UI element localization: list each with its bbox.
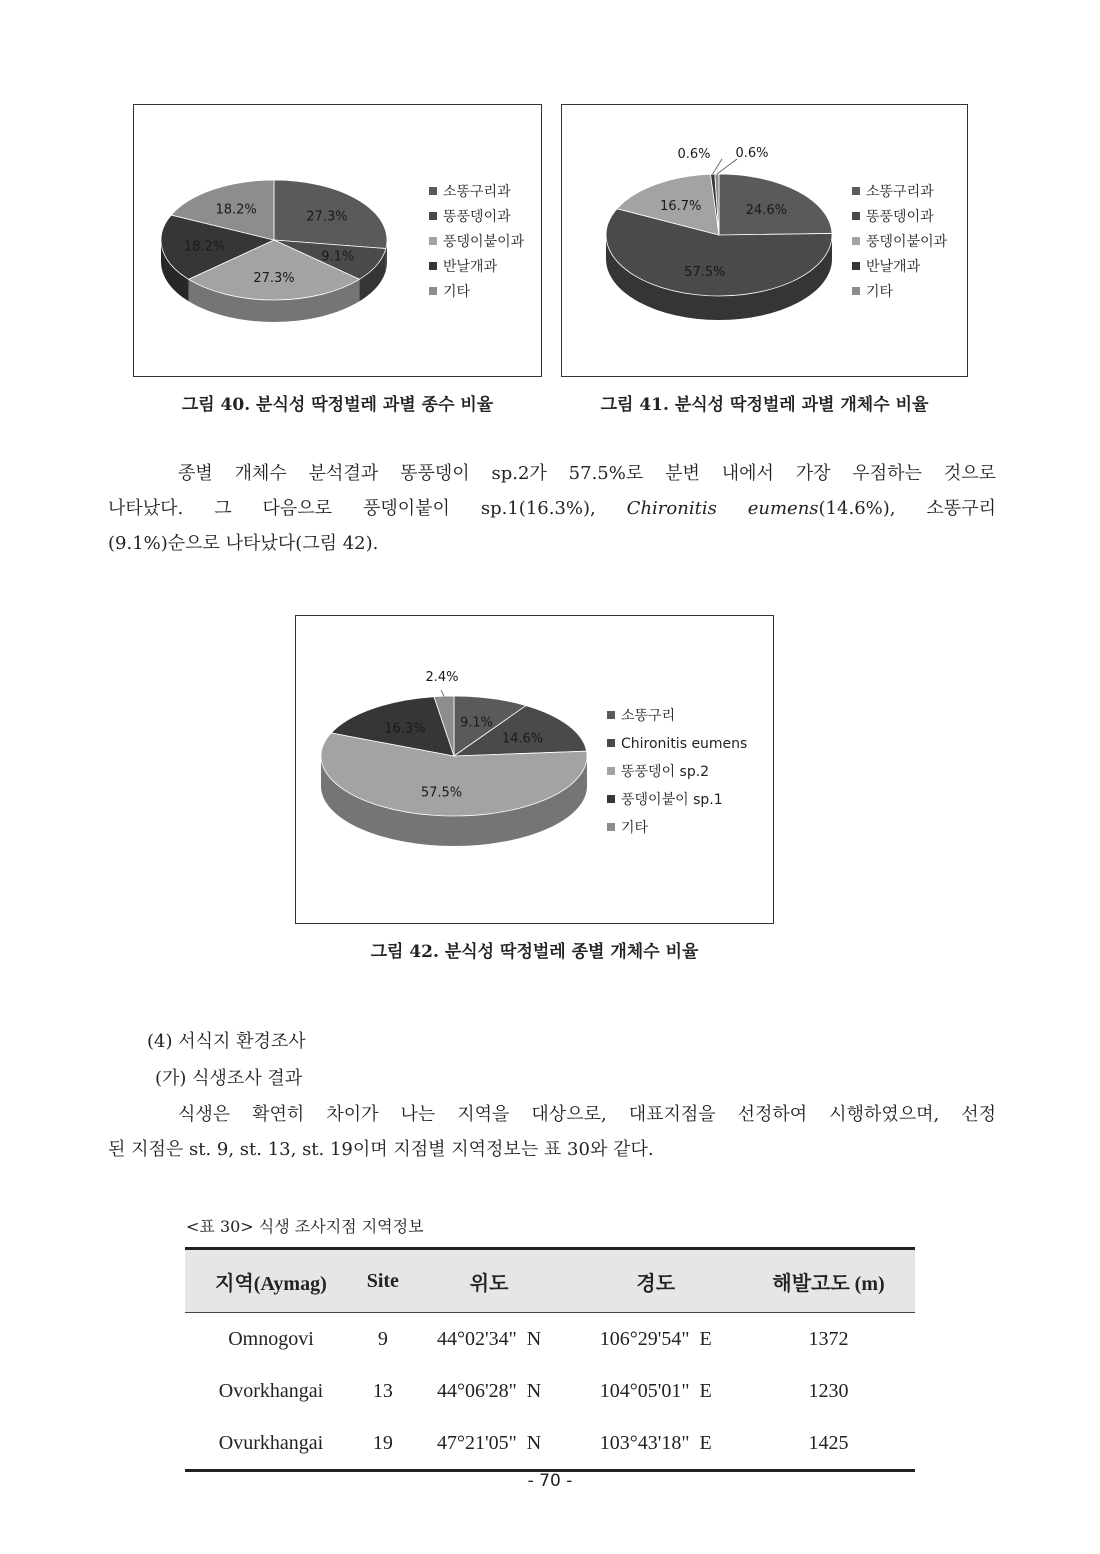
legend-item [852,205,947,230]
table-cell: 103°43'18" E [569,1417,742,1471]
slice-label: 9.1% [321,249,355,265]
legend-swatch [852,237,860,245]
table-cell: Omnogovi [228,1327,314,1350]
table-cell: Ovorkhangai [218,1379,324,1402]
paragraph-line: 식생은 확연히 차이가 나는 지역을 대상으로, 대표지점을 선정하여 시행하였으며, 선정 [178,1104,996,1125]
slice-label: 57.5% [684,264,726,280]
table-cell: 106°29'54" E [599,1327,712,1350]
legend-swatch [852,262,860,270]
leader-line [441,690,444,696]
slice-label: 2.4% [425,670,459,685]
legend-label: 기타 [443,284,471,300]
slice-label: 9.1% [460,715,494,731]
legend-label: 풍뎅이붙이과 [443,234,525,250]
legend-label: Chironitis eumens [621,736,748,752]
legend-label: 소똥구리 [621,708,676,724]
section-heading: (4) 서식지 환경조사 [147,1031,306,1052]
table-cell: 1230 [808,1379,849,1402]
paragraph-species-abundance [108,456,996,561]
legend-item [607,730,747,758]
text-run: (14.6%), 소똥구리 [818,498,996,519]
legend-label: 반날개과 [443,259,498,275]
subsection-heading: (가) 식생조사 결과 [155,1068,303,1089]
legend-figure-40 [429,180,524,305]
figure-41-caption: 그림 41. 분식성 딱정벌레 과별 개체수 비율 [600,395,929,415]
legend-swatch [607,795,615,803]
table-cell: Ovurkhangai [185,1417,357,1471]
legend-label: 반날개과 [866,259,921,275]
legend-label: 기타 [621,820,649,836]
legend-figure-41 [852,180,947,305]
legend-item [429,205,524,230]
table-header: Site [357,1249,409,1313]
legend-item [607,786,747,814]
figure-42-caption: 그림 42. 분식성 딱정벌레 종별 개체수 비율 [370,942,699,962]
legend-label: 소똥구리과 [443,184,511,200]
table-row [185,1313,915,1366]
legend-label: 똥풍뎅이 sp.2 [621,764,710,780]
site-info-table [185,1247,915,1472]
table-row [185,1417,915,1471]
legend-swatch [607,823,615,831]
table-cell: 19 [357,1417,409,1471]
table-cell: 104°05'01" E [599,1379,712,1402]
legend-swatch [852,187,860,195]
legend-swatch [607,767,615,775]
legend-item [429,280,524,305]
legend-swatch [607,711,615,719]
legend-label: 풍뎅이붙이과 [866,234,948,250]
table-cell: 44°02'34" N [436,1327,542,1350]
table-row [185,1365,915,1417]
text-run: 나타났다. 그 다음으로 풍뎅이붙이 sp.1(16.3%), [108,498,627,519]
table-cell: 1425 [742,1417,915,1471]
table-header: 위도 [409,1249,570,1313]
legend-swatch [429,212,437,220]
table-header: 지역(Aymag) [185,1249,357,1313]
slice-label: 18.2% [215,202,257,218]
leader-line [713,159,722,174]
paragraph-line: 된 지점은 st. 9, st. 13, st. 19이며 지점별 지역정보는 표 30와 같다. [108,1139,654,1160]
paragraph-vegetation [108,1097,996,1167]
legend-label: 소똥구리과 [866,184,934,200]
legend-item [852,280,947,305]
slice-label: 0.6% [677,147,711,162]
table-header: 해발고도 (m) [742,1249,915,1313]
paragraph-line: 종별 개체수 분석결과 똥풍뎅이 sp.2가 57.5%로 분변 내에서 가장 우점하는 것으로 [178,463,996,484]
table-caption: <표 30> 식생 조사지점 지역정보 [186,1217,424,1236]
legend-label: 똥풍뎅이과 [866,209,934,225]
legend-item [429,230,524,255]
species-name: Chironitis eumens [626,498,819,519]
chart-figure-40 [133,104,542,377]
slice-label: 16.7% [660,198,702,214]
slice-label: 0.6% [735,146,769,161]
legend-item [852,180,947,205]
legend-label: 풍뎅이붙이 sp.1 [621,792,723,808]
paragraph-line [108,491,996,526]
slice-label: 18.2% [183,239,226,255]
table-cell: 9 [377,1327,388,1350]
legend-item [852,255,947,280]
page-number: - 70 - [527,1471,573,1491]
legend-item [429,255,524,280]
legend-swatch [852,287,860,295]
legend-label: 기타 [866,284,894,300]
legend-swatch [429,187,437,195]
figure-40-caption: 그림 40. 분식성 딱정벌레 과별 종수 비율 [181,395,494,415]
slice-label: 16.3% [384,721,426,737]
paragraph-line: (9.1%)순으로 나타났다(그림 42). [108,533,379,554]
leader-line [717,159,737,174]
slice-label: 57.5% [420,785,463,801]
legend-item [607,814,747,842]
table-cell: 44°06'28" N [436,1379,542,1402]
legend-swatch [429,237,437,245]
table-header: 경도 [569,1249,742,1313]
slice-label: 24.6% [745,202,787,218]
chart-figure-41 [561,104,968,377]
chart-figure-42 [295,615,774,924]
legend-figure-42 [607,702,747,842]
legend-item [852,230,947,255]
table-cell: 13 [372,1379,393,1402]
legend-swatch [852,212,860,220]
legend-item [607,758,747,786]
legend-swatch [607,739,615,747]
table-cell: 47°21'05" N [409,1417,570,1471]
legend-item [607,702,747,730]
table-cell: 1372 [808,1327,849,1350]
slice-label: 14.6% [501,731,544,747]
legend-swatch [429,287,437,295]
table-header-row [185,1249,915,1313]
legend-swatch [429,262,437,270]
slice-label: 27.3% [306,209,348,225]
legend-label: 똥풍뎅이과 [443,209,511,225]
legend-item [429,180,524,205]
slice-label: 27.3% [253,271,295,287]
